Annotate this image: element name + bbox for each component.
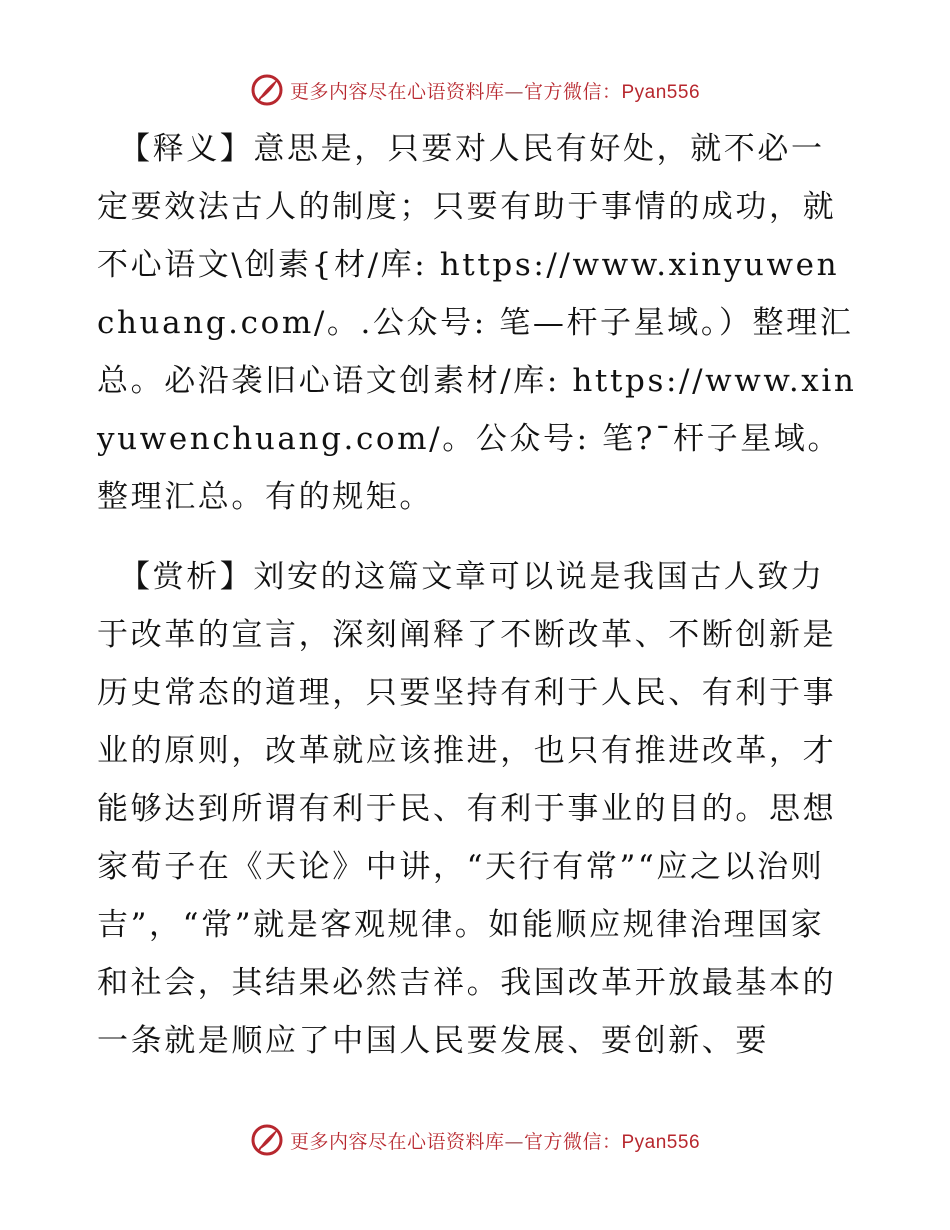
paragraph-shangxi: 【赏析】刘安的这篇文章可以说是我国古人致力于改革的宣言，深刻阐释了不断改革、不断创新是历史常态的道理，只要坚持有利于人民、有利于事业的原则，改革就应该推进，也只有推进改革，才能够达到所谓有利于民、有利于事业的目的。思想家荀子在《天论》中讲，“天行有常”“应之以治则吉”，“常”就是客观规律。如能顺应规律治理国家和社会，其结果必然吉祥。我国改革开放最基本的一条就是顺应了中国人民要发展、要创新、要	[97, 559, 837, 1059]
quill-pen-logo-icon	[250, 73, 284, 107]
quill-pen-logo-icon	[250, 1123, 284, 1157]
footer-banner-text: 更多内容尽在心语资料库—官方微信：Pyan556	[289, 1130, 701, 1153]
document-body	[97, 120, 857, 1070]
header-banner-text: 更多内容尽在心语资料库—官方微信：Pyan556	[289, 80, 701, 103]
paragraph-shiyi: 【释义】意思是，只要对人民有好处，就不必一定要效法古人的制度；只要有助于事情的成功，就不心语文\创素{材/库: https://www.xinyuwenchuang.com/。.公众号: 笔—杆子星域。）整理汇总。必沿袭旧心语文创素材/库: https://www.xinyuwenchuang.com/。公众号: 笔?¯杆子星域。整理汇总。有的规矩。	[97, 131, 857, 515]
header-banner	[0, 68, 950, 112]
footer-banner	[0, 1118, 950, 1162]
